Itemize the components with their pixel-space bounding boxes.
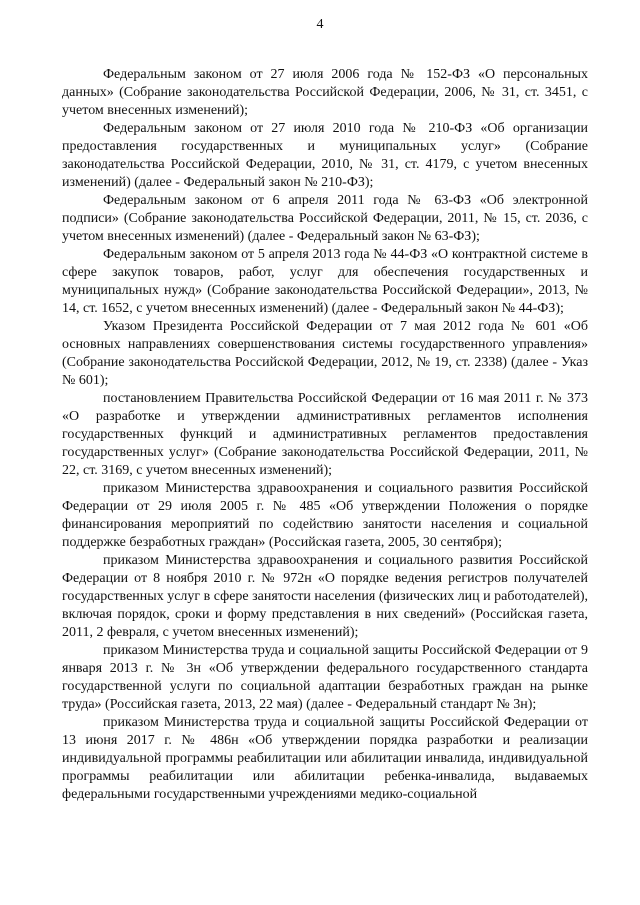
document-body — [62, 66, 588, 804]
page-number: 4 — [316, 17, 324, 32]
paragraph-order-486n: приказом Министерства труда и социальной защиты Российской Федерации от 13 июня 2017 г. № 486н «Об утверждении порядка разработки и реализации индивидуальной программы реабилитации или абилитации инвалида, индивидуальной программы реабилитации или абилитации ребенка-инвалида, выдаваемых федеральными государственными учреждениями медико-социальной — [62, 715, 588, 802]
paragraph-resolution-373: постановлением Правительства Российской Федерации от 16 мая 2011 г. № 373 «О разработке и утверждении административных регламентов исполнения государственных функций и административных регламентов предоставления государственных услуг» (Собрание законодательства Российской Федерации, 2011, № 22, ст. 3169, с учетом внесенных изменений); — [62, 391, 588, 478]
paragraph-decree-601: Указом Президента Российской Федерации от 7 мая 2012 года № 601 «Об основных направлениях совершенствования системы государственного управления» (Собрание законодательства Российской Федерации, 2012, № 19, ст. 2338) (далее - Указ № 601); — [62, 319, 588, 388]
paragraph-law-63fz: Федеральным законом от 6 апреля 2011 года № 63-ФЗ «Об электронной подписи» (Собрание законодательства Российской Федерации, 2011, № 15, ст. 2036, с учетом внесенных изменений) (далее - Федеральный закон № 63-ФЗ); — [62, 193, 588, 244]
paragraph-law-210fz: Федеральным законом от 27 июля 2010 года № 210-ФЗ «Об организации предоставления государственных и муниципальных услуг» (Собрание законодательства Российской Федерации, 2010, № 31, ст. 4179, с учетом внесенных изменений) (далее - Федеральный закон № 210-ФЗ); — [62, 121, 588, 190]
paragraph-law-152fz: Федеральным законом от 27 июля 2006 года № 152-ФЗ «О персональных данных» (Собрание законодательства Российской Федерации, 2006, № 31, ст. 3451, с учетом внесенных изменений); — [62, 67, 588, 118]
paragraph-order-3n: приказом Министерства труда и социальной защиты Российской Федерации от 9 января 2013 г. № 3н «Об утверждении федерального государственного стандарта государственной услуги по социальной адаптации безработных граждан на рынке труда» (Российская газета, 2013, 22 мая) (далее - Федеральный стандарт № 3н); — [62, 643, 588, 712]
paragraph-order-972n: приказом Министерства здравоохранения и социального развития Российской Федерации от 8 ноября 2010 г. № 972н «О порядке ведения регистров получателей государственных услуг в сфере занятости населения (физических лиц и работодателей), включая порядок, сроки и форму представления в них сведений» (Российская газета, 2011, 2 февраля, с учетом внесенных изменений); — [62, 553, 589, 640]
paragraph-law-44fz: Федеральным законом от 5 апреля 2013 года № 44-ФЗ «О контрактной системе в сфере закупок товаров, работ, услуг для обеспечения государственных и муниципальных нужд» (Собрание законодательства Российской Федерации», 2013, № 14, ст. 1652, с учетом внесенных изменений) (далее - Федеральный закон № 44-ФЗ); — [62, 247, 588, 316]
paragraph-order-485: приказом Министерства здравоохранения и социального развития Российской Федерации от 29 июля 2005 г. № 485 «Об утверждении Положения о порядке финансирования мероприятий по содействию занятости населения и социальной поддержке безработных граждан» (Российская газета, 2005, 30 сентября); — [62, 481, 588, 550]
